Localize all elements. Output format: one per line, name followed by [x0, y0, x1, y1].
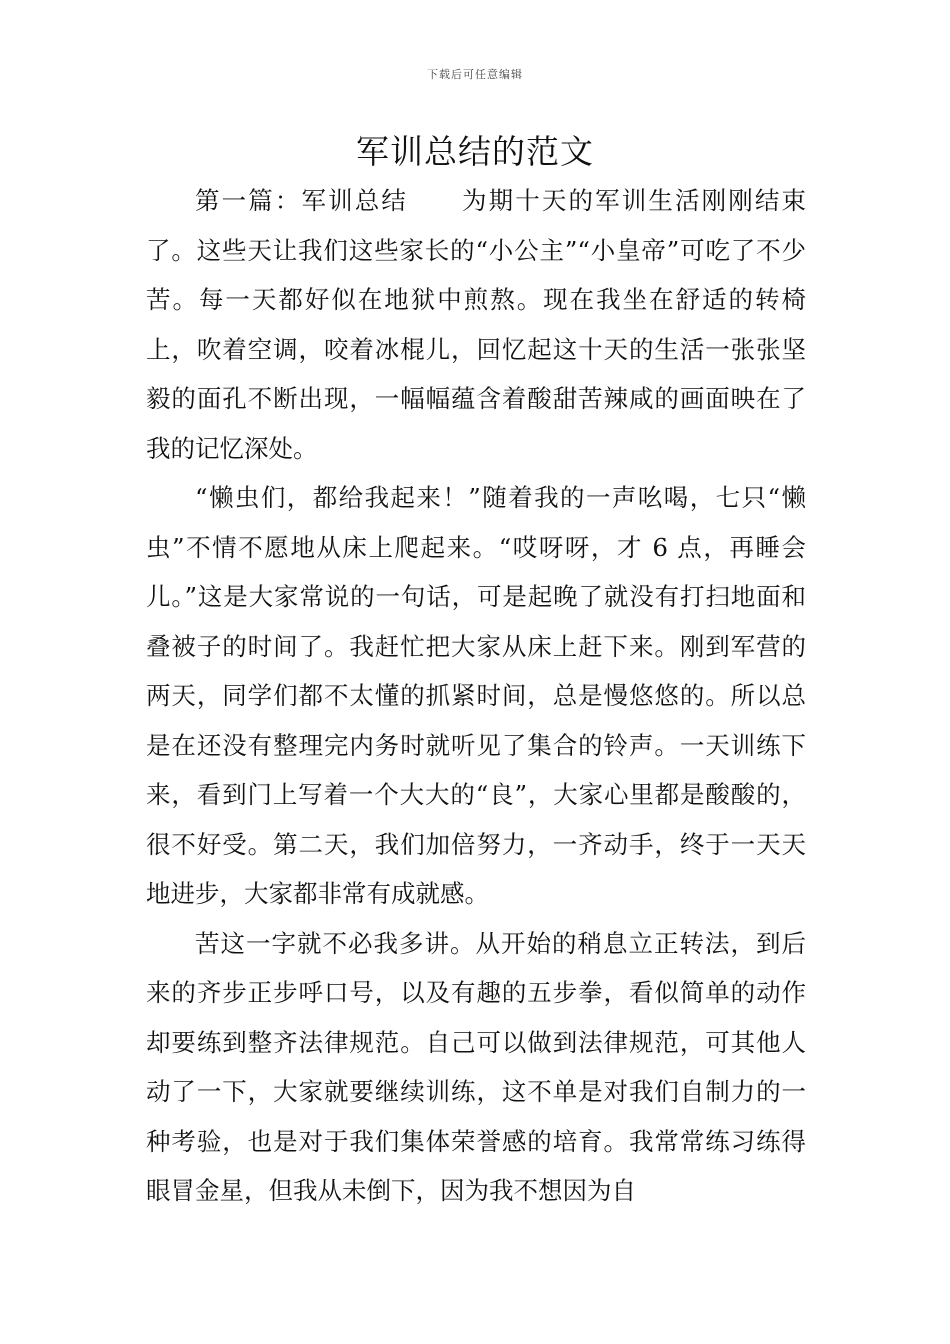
- section-label: 第一篇：军训总结: [195, 186, 409, 215]
- paragraph-2: “懒虫们，都给我起来！”随着我的一声吆喝，七只“懒虫”不情不愿地从床上爬起来。“哎呀呀，才 6 点，再睡会儿。”这是大家常说的一句话，可是起晚了就没有打扫地面和叠被子的时间了。我赶忙把大家从床上赶下来。刚到军营的两天，同学们都不太懂的抓紧时间，总是慢悠悠的。所以总是在还没有整理完内务时就听见了集合的铃声。一天训练下来，看到门上写着一个大大的“良”，大家心里都是酸酸的，很不好受。第二天，我们加倍努力，一齐动手，终于一天天地进步，大家都非常有成就感。: [146, 483, 806, 908]
- paragraph-1: [146, 176, 806, 473]
- paragraph-1-text: 为期十天的军训生活刚刚结束了。这些天让我们这些家长的“小公主”“小皇帝”可吃了不少苦。每一天都好似在地狱中煎熬。现在我坐在舒适的转椅上，吹着空调，咬着冰棍儿，回忆起这十天的生活一张张坚毅的面孔不断出现，一幅幅蕴含着酸甜苦辣咸的画面映在了我的记忆深处。: [146, 186, 807, 463]
- document-body: [146, 176, 806, 1216]
- header-note: 下载后可任意编辑: [427, 68, 523, 81]
- document-title: 军训总结的范文: [356, 132, 594, 171]
- paragraph-3: 苦这一字就不必我多讲。从开始的稍息立正转法，到后来的齐步正步呼口号，以及有趣的五步拳，看似简单的动作却要练到整齐法律规范。自己可以做到法律规范，可其他人动了一下，大家就要继续训练，这不单是对我们自制力的一种考验，也是对于我们集体荣誉感的培育。我常常练习练得眼冒金星，但我从未倒下，因为我不想因为自: [146, 928, 806, 1205]
